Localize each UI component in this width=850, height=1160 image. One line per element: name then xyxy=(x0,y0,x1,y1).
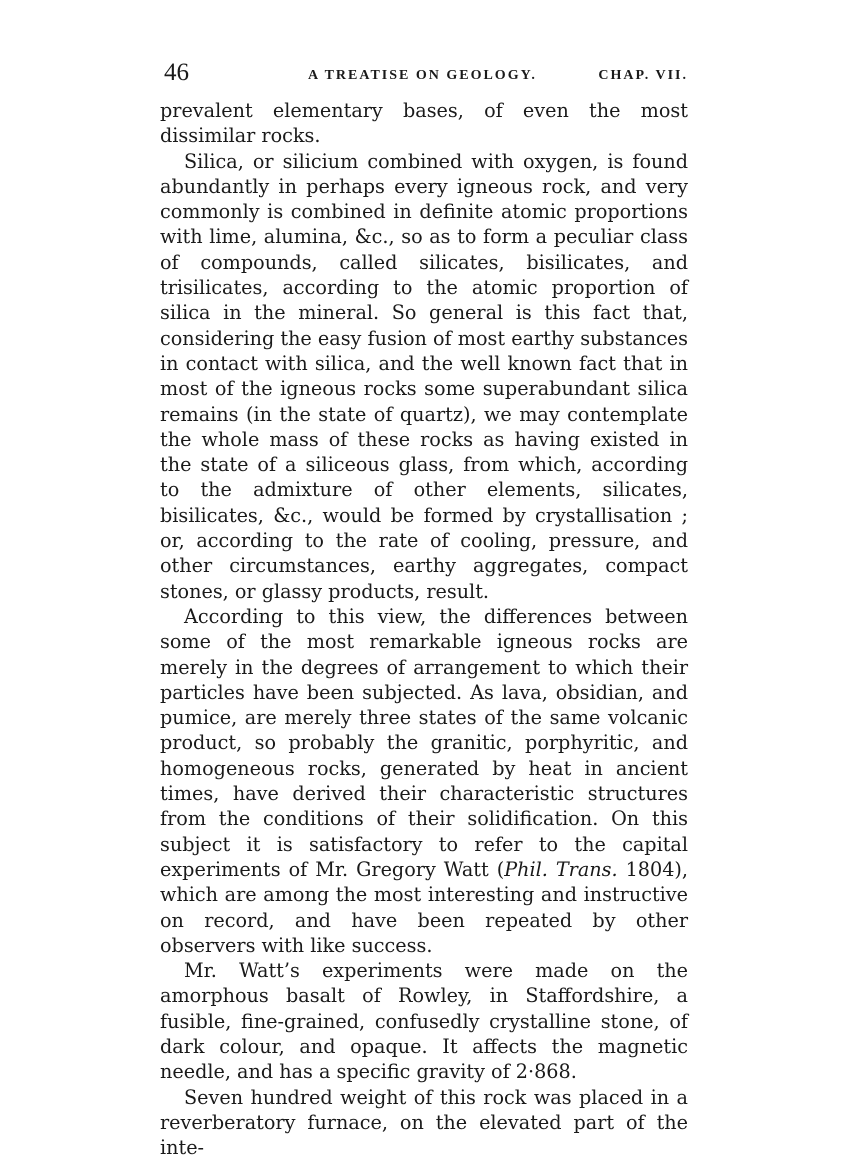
body-text xyxy=(160,98,688,1160)
chapter-label: CHAP. VII. xyxy=(598,68,688,83)
paragraph-5: Seven hundred weight of this rock was placed in a reverberatory furnace, on the elevated part of the inte- xyxy=(160,1085,688,1160)
paragraph-3-text-after: 1804), which are among the most interesting and instructive on record, and have been repeated by other observers with like success. xyxy=(160,857,689,957)
page-number: 46 xyxy=(164,59,189,86)
paragraph-3 xyxy=(160,604,688,958)
paragraph-3-text-before: According to this view, the differences between some of the most remarkable igneous rocks are merely in the degrees of arrangement to which their particles have been subjected. As lava, obsidian, and pumice, are merely three states of the same volcanic product, so probably the granitic, porphyritic, and homogeneous rocks, generated by heat in ancient times, have derived their characteristic structures from the conditions of their solidification. On this subject it is satisfactory to refer to the capital experiments of Mr. Gregory Watt ( xyxy=(160,604,688,881)
paragraph-2: Silica, or silicium combined with oxygen, is found abundantly in perhaps every igneous rock, and very commonly is combined in definite atomic proportions with lime, alumina, &c., so as to form a peculiar class of compounds, called silicates, bisilicates, and trisilicates, according to the atomic proportion of silica in the mineral. So general is this fact that, considering the easy fusion of most earthy substances in contact with silica, and the well known fact that in most of the igneous rocks some superabundant silica remains (in the state of quartz), we may contemplate the whole mass of these rocks as having existed in the state of a siliceous glass, from which, according to the admixture of other elements, silicates, bisilicates, &c., would be formed by crystallisation ; or, according to the rate of cooling, pressure, and other circumstances, earthy aggregates, compact stones, or glassy products, result. xyxy=(160,149,688,603)
paragraph-1: prevalent elementary bases, of even the most dissimilar rocks. xyxy=(160,99,688,148)
page-header xyxy=(160,58,688,98)
running-title: A TREATISE ON GEOLOGY. xyxy=(308,68,537,83)
paragraph-4: Mr. Watt’s experiments were made on the amorphous basalt of Rowley, in Staffordshire, a fusible, fine-grained, confusedly crystalline stone, of dark colour, and opaque. It affects the magnetic needle, and has a specific gravity of 2·868. xyxy=(160,959,688,1084)
book-page xyxy=(160,58,688,1160)
citation: Phil. Trans. xyxy=(504,857,618,881)
